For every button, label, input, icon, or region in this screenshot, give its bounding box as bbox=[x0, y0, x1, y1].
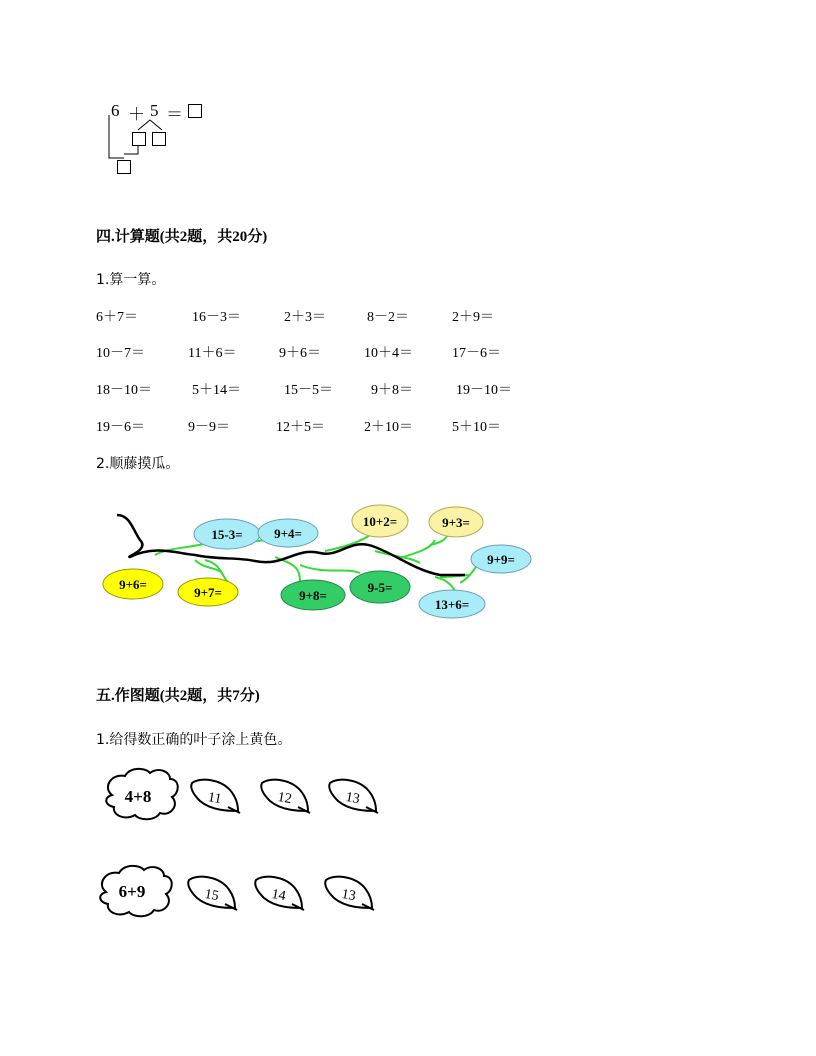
melon-9+8 bbox=[281, 580, 345, 610]
calc-item: 18－10＝ bbox=[96, 383, 152, 398]
leaf-15 bbox=[188, 877, 237, 910]
leaf-label: 15 bbox=[203, 886, 220, 905]
calc-item: 8－2＝ bbox=[367, 310, 409, 325]
leaf-12 bbox=[261, 780, 310, 813]
calc-item: 2＋9＝ bbox=[452, 310, 494, 325]
melon-label: 9-5= bbox=[367, 580, 393, 595]
melon-label: 9+7= bbox=[194, 585, 222, 600]
calc-item: 5＋10＝ bbox=[452, 420, 501, 435]
melon-9+7 bbox=[178, 578, 238, 606]
answer-box[interactable] bbox=[188, 104, 202, 118]
melon-9+6 bbox=[103, 569, 163, 599]
leaf-label: 13 bbox=[344, 789, 361, 808]
melon-15-3 bbox=[194, 519, 260, 549]
split-box-right[interactable] bbox=[152, 132, 166, 146]
leaf-13 bbox=[325, 877, 374, 910]
melon-13+6 bbox=[419, 590, 485, 618]
cloud-label: 6+9 bbox=[118, 882, 146, 901]
calc-item: 12＋5＝ bbox=[276, 420, 325, 435]
cloud-6+9 bbox=[100, 866, 172, 916]
calc-item: 5＋14＝ bbox=[192, 383, 241, 398]
section-4-title: 四.计算题(共2题，共20分) bbox=[96, 229, 268, 245]
melon-10+2 bbox=[352, 505, 408, 537]
leaf-label: 12 bbox=[276, 789, 293, 808]
melon-label: 13+6= bbox=[434, 597, 470, 612]
leaf-row-2 bbox=[94, 862, 384, 922]
vine-picture bbox=[95, 495, 540, 625]
q5-1-label: 1.给得数正确的叶子涂上黄色。 bbox=[96, 732, 292, 748]
section-5-title: 五.作图题(共2题，共7分) bbox=[96, 688, 260, 704]
eq-plus-sign: ＋ bbox=[128, 105, 145, 124]
cloud-label: 4+8 bbox=[124, 787, 152, 806]
calc-item: 9＋6＝ bbox=[279, 346, 321, 361]
leaf-13 bbox=[329, 780, 378, 813]
leaf-14 bbox=[255, 877, 304, 910]
calc-item: 17－6＝ bbox=[452, 346, 501, 361]
melon-label: 9+3= bbox=[442, 515, 470, 530]
calc-item: 16－3＝ bbox=[192, 310, 241, 325]
leaf-11 bbox=[191, 780, 240, 813]
calc-item: 11＋6＝ bbox=[188, 346, 237, 361]
q4-1-label: 1.算一算。 bbox=[96, 272, 166, 288]
result-box[interactable] bbox=[117, 160, 131, 174]
calc-item: 6＋7＝ bbox=[96, 310, 138, 325]
leaf-label: 13 bbox=[340, 886, 357, 905]
melon-label: 9+4= bbox=[274, 526, 302, 541]
calc-item: 9－9＝ bbox=[188, 420, 230, 435]
melon-9-5 bbox=[350, 571, 410, 603]
eq-number-2: 5 bbox=[150, 101, 159, 120]
cloud-4+8 bbox=[106, 769, 178, 819]
melon-label: 9+8= bbox=[299, 588, 327, 603]
melon-label: 9+9= bbox=[487, 552, 515, 567]
split-box-left[interactable] bbox=[132, 132, 146, 146]
calc-item: 9＋8＝ bbox=[371, 383, 413, 398]
calc-item: 19－10＝ bbox=[456, 383, 512, 398]
q4-2-label: 2.顺藤摸瓜。 bbox=[96, 456, 180, 472]
leaf-label: 11 bbox=[206, 789, 223, 808]
calc-item: 15－5＝ bbox=[284, 383, 333, 398]
melon-label: 9+6= bbox=[119, 577, 147, 592]
calc-item: 19－6＝ bbox=[96, 420, 145, 435]
calc-item: 2＋3＝ bbox=[284, 310, 326, 325]
calc-item: 10＋4＝ bbox=[364, 346, 413, 361]
eq-equals-sign: ＝ bbox=[166, 105, 183, 124]
melon-9+4 bbox=[258, 519, 318, 547]
leaf-label: 14 bbox=[270, 886, 287, 905]
calc-item: 2＋10＝ bbox=[364, 420, 413, 435]
melon-9+9 bbox=[471, 545, 531, 573]
melon-label: 10+2= bbox=[362, 514, 398, 529]
calc-item: 10－7＝ bbox=[96, 346, 145, 361]
eq-number-1: 6 bbox=[111, 101, 120, 120]
melon-9+3 bbox=[429, 507, 483, 537]
melon-label: 15-3= bbox=[211, 527, 243, 542]
leaf-row-1 bbox=[100, 765, 390, 825]
